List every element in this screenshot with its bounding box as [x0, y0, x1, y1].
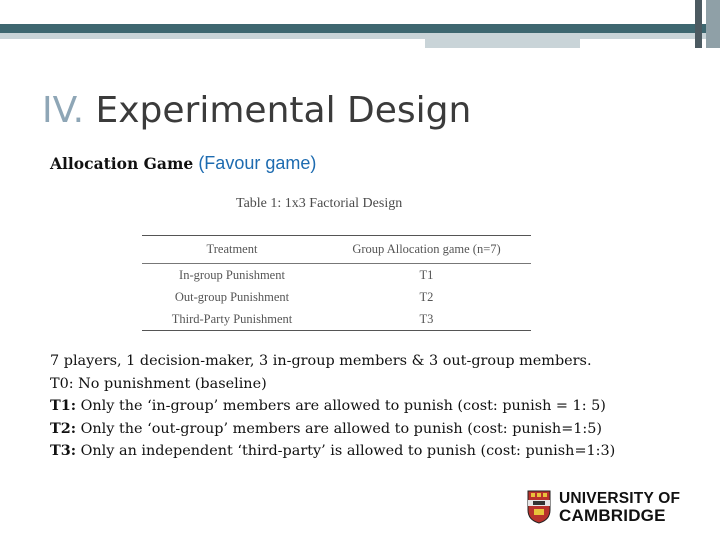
table-header-row — [142, 236, 531, 264]
table-cell: Out-group Punishment — [174, 289, 290, 304]
treatment-line — [50, 440, 615, 463]
header-accent-strip — [425, 39, 580, 48]
subtitle-bold: Allocation Game — [50, 154, 194, 173]
header-bar — [0, 24, 720, 33]
header-bar-light — [0, 33, 720, 39]
table-header-cell: Group Allocation game (n=7) — [352, 242, 501, 256]
treatment-label: T1: — [50, 397, 77, 414]
slide-title — [42, 90, 471, 131]
section-subtitle — [50, 153, 316, 174]
table-row — [142, 308, 531, 330]
title-text: Experimental Design — [95, 90, 472, 131]
body-text — [50, 350, 615, 463]
logo-wordmark — [559, 490, 680, 524]
table-row — [142, 286, 531, 308]
title-numeral: IV. — [42, 90, 85, 131]
logo-line2: CAMBRIDGE — [559, 506, 666, 525]
university-logo — [527, 490, 680, 524]
cambridge-crest-icon — [527, 490, 551, 524]
treatment-text: Only the ‘out-group’ members are allowed to punish (cost: punish=1:5) — [76, 420, 603, 437]
table-cell: T3 — [419, 311, 434, 326]
logo-line1: UNIVERSITY OF — [559, 490, 681, 507]
body-line: T0: No punishment (baseline) — [50, 375, 267, 392]
treatment-line — [50, 418, 615, 441]
table-row — [142, 264, 531, 286]
top-white-strip — [0, 0, 720, 24]
treatment-text: Only an independent ‘third-party’ is allowed to punish (cost: punish=1:3) — [76, 443, 616, 459]
treatment-line — [50, 395, 615, 418]
treatment-label: T2: — [50, 419, 77, 437]
table-cell: Third-Party Punishment — [171, 311, 293, 326]
table-cell: In-group Punishment — [179, 267, 285, 282]
treatment-label: T3: — [50, 442, 77, 459]
table-caption: Table 1: 1x3 Factorial Design — [236, 196, 403, 211]
corner-bar-dark — [695, 0, 702, 48]
table-cell: T2 — [419, 289, 434, 304]
body-line: 7 players, 1 decision-maker, 3 in-group members & 3 out-group members. — [50, 353, 592, 369]
treatment-text: Only the ‘in-group’ members are allowed to punish (cost: punish = 1: 5) — [76, 398, 606, 414]
subtitle-colored: (Favour game) — [198, 153, 317, 173]
table-cell: T1 — [419, 267, 434, 282]
factorial-design-table — [142, 235, 531, 331]
corner-bar-light — [706, 0, 720, 48]
table-header-cell: Treatment — [206, 242, 258, 256]
